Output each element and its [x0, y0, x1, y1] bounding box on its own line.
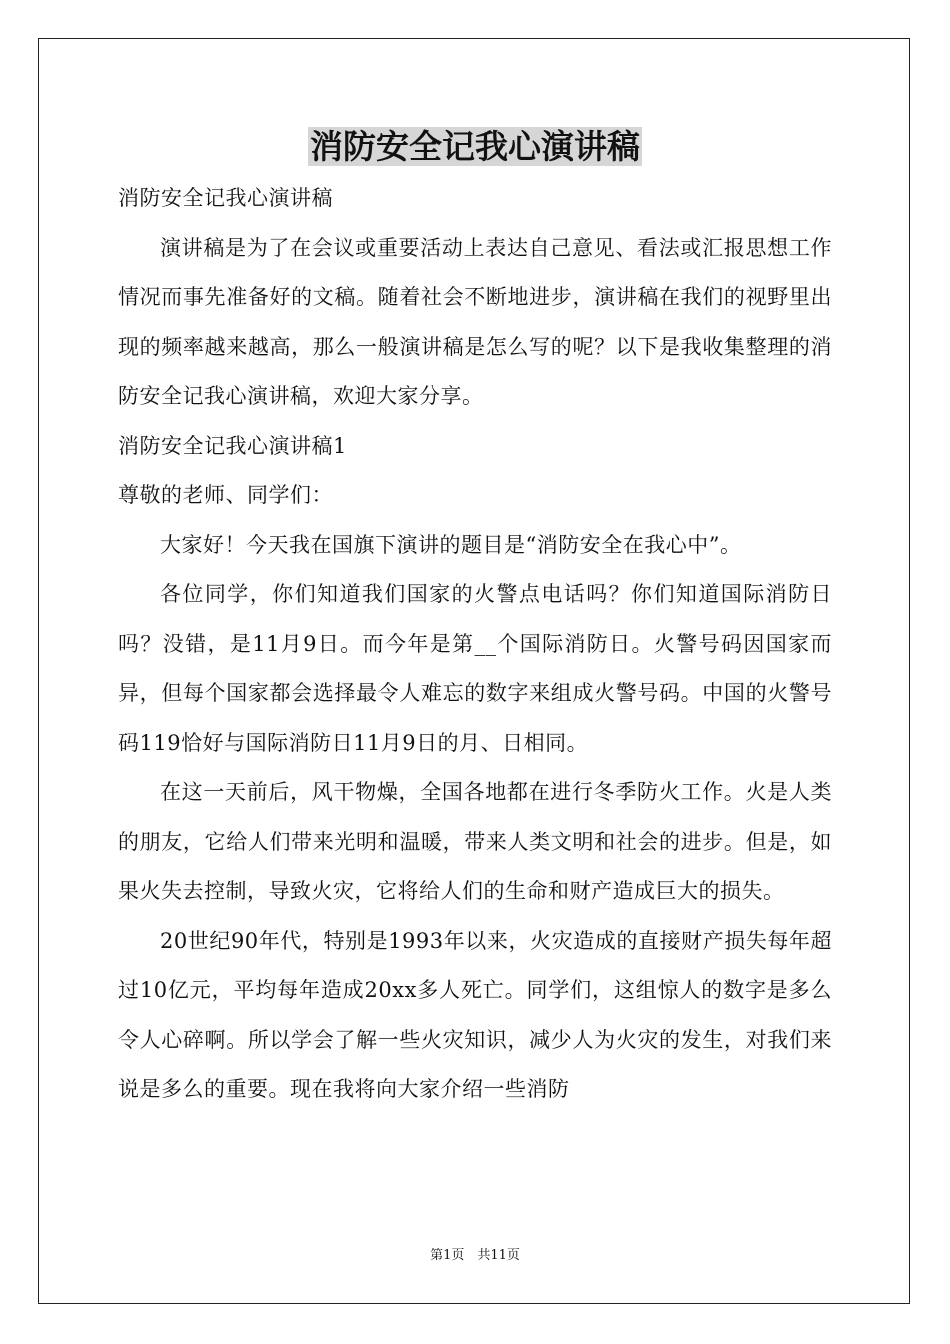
paragraph: 演讲稿是为了在会议或重要活动上表达自己意见、看法或汇报思想工作情况而事先准备好的文稿。随着社会不断地进步，演讲稿在我们的视野里出现的频率越来越高，那么一般演讲稿是怎么写的呢？以下是我收集整理的消防安全记我心演讲稿，欢迎大家分享。 — [118, 235, 832, 408]
document-title — [0, 123, 950, 171]
document-title-text: 消防安全记我心演讲稿 — [310, 127, 640, 166]
paragraph: 消防安全记我心演讲稿1 — [118, 433, 347, 458]
page-number: 第1页 共11页 — [430, 1248, 520, 1263]
paragraph: 在这一天前后，风干物燥，全国各地都在进行冬季防火工作。火是人类的朋友，它给人们带来光明和温暖，带来人类文明和社会的进步。但是，如果火失去控制，导致火灾，它将给人们的生命和财产造成巨大的损失。 — [118, 780, 832, 903]
paragraph: 尊敬的老师、同学们： — [118, 483, 333, 507]
paragraph: 各位同学，你们知道我们国家的火警点电话吗？你们知道国际消防日吗？没错，是11月9日。而今年是第__个国际消防日。火警号码因国家而异，但每个国家都会选择最令人难忘的数字来组成火警号码。中国的火警号码119恰好与国际消防日11月9日的月、日相同。 — [118, 582, 832, 755]
paragraph: 大家好！今天我在国旗下演讲的题目是“消防安全在我心中”。 — [160, 532, 742, 557]
page-footer — [0, 1247, 950, 1265]
document-body — [118, 174, 832, 1115]
paragraph: 消防安全记我心演讲稿 — [118, 186, 333, 210]
paragraph: 20世纪90年代，特别是1993年以来，火灾造成的直接财产损失每年超过10亿元，平均每年造成20xx多人死亡。同学们，这组惊人的数字是多么令人心碎啊。所以学会了解一些火灾知识，减少人为火灾的发生，对我们来说是多么的重要。现在我将向大家介绍一些消防 — [118, 928, 832, 1101]
